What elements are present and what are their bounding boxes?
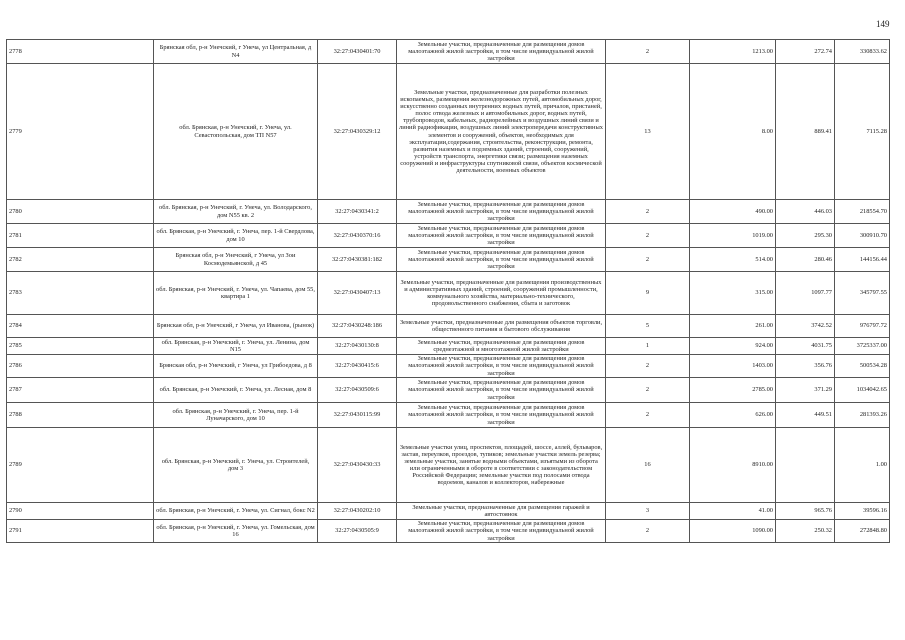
cadastral-number-cell: 32:27:0430407:13 (318, 272, 397, 315)
use-group-cell: 2 (606, 200, 690, 224)
cadastral-value-cell: 3725337.00 (835, 338, 890, 355)
cadastral-number-cell: 32:27:0430202:10 (318, 503, 397, 520)
land-use-cell: Земельные участки, предназначенные для размещения домов малоэтажной жилой застройки, в том числе индивидуальной жилой застройки (397, 403, 606, 428)
cadastral-number-cell: 32:27:0430248:186 (318, 315, 397, 338)
address-cell: Брянская обл, р-н Унечский, г Унеча, ул Зои Космодемьянской, д 45 (154, 248, 318, 272)
row-number-cell: 2783 (7, 272, 154, 315)
specific-value-cell: 295.30 (776, 224, 835, 248)
specific-value-cell: 3742.52 (776, 315, 835, 338)
cadastral-value-cell: 300910.70 (835, 224, 890, 248)
address-cell: обл. Брянская, р-н Унечский, г. Унеча, ул. Чапаева, дом 55, квартира 1 (154, 272, 318, 315)
land-use-cell: Земельные участки, предназначенные для размещения домов малоэтажной жилой застройки, в том числе индивидуальной жилой застройки (397, 248, 606, 272)
specific-value-cell: 356.76 (776, 355, 835, 378)
area-cell: 2785.00 (690, 378, 776, 403)
row-number-cell: 2786 (7, 355, 154, 378)
cadastral-value-cell: 7115.28 (835, 64, 890, 200)
cadastral-value-cell: 330833.62 (835, 40, 890, 64)
area-cell: 261.00 (690, 315, 776, 338)
area-cell: 490.00 (690, 200, 776, 224)
address-cell: обл. Брянская, р-н Унечский, г. Унеча, ул. Севастопольская, дом ТП N57 (154, 64, 318, 200)
table-row (7, 40, 890, 64)
row-number-cell: 2781 (7, 224, 154, 248)
cadastral-number-cell: 32:27:0430341:2 (318, 200, 397, 224)
land-use-cell: Земельные участки, предназначенные для размещения объектов торговли, общественного питания и бытового обслуживания (397, 315, 606, 338)
specific-value-cell: 4031.75 (776, 338, 835, 355)
cadastral-value-cell: 281393.26 (835, 403, 890, 428)
row-number-cell: 2790 (7, 503, 154, 520)
table-row (7, 248, 890, 272)
cadastral-number-cell: 32:27:0430370:16 (318, 224, 397, 248)
table-row (7, 315, 890, 338)
specific-value-cell: 446.03 (776, 200, 835, 224)
land-use-cell: Земельные участки, предназначенные для размещения домов среднеэтажной и многоэтажной жилой застройки (397, 338, 606, 355)
land-use-cell: Земельные участки, предназначенные для размещения домов малоэтажной жилой застройки, в том числе индивидуальной жилой застройки (397, 520, 606, 543)
area-cell: 315.00 (690, 272, 776, 315)
table-row (7, 200, 890, 224)
address-cell: обл. Брянская, р-н Унечский, г. Унеча, ул. Гомельская, дом 16 (154, 520, 318, 543)
row-number-cell: 2788 (7, 403, 154, 428)
land-use-cell: Земельные участки, предназначенные для размещения домов малоэтажной жилой застройки, в том числе индивидуальной жилой застройки (397, 224, 606, 248)
cadastral-value-cell: 144156.44 (835, 248, 890, 272)
cadastral-value-cell: 218554.70 (835, 200, 890, 224)
cadastral-value-cell: 1034042.65 (835, 378, 890, 403)
address-cell: обл. Брянская, р-н Унечский, г. Унеча, ул. Ленина, дом N15 (154, 338, 318, 355)
area-cell: 514.00 (690, 248, 776, 272)
land-use-cell: Земельные участки, предназначенные для размещения домов малоэтажной жилой застройки, в том числе индивидуальной жилой застройки (397, 200, 606, 224)
area-cell: 8.00 (690, 64, 776, 200)
land-use-cell: Земельные участки, предназначенные для размещения гаражей и автостоянок (397, 503, 606, 520)
use-group-cell: 2 (606, 248, 690, 272)
cadastral-number-cell: 32:27:0430401:70 (318, 40, 397, 64)
use-group-cell: 5 (606, 315, 690, 338)
land-use-cell: Земельные участки, предназначенные для размещения домов малоэтажной жилой застройки, в том числе индивидуальной жилой застройки (397, 40, 606, 64)
address-cell: Брянская обл, р-н Унечский, г Унеча, ул Центральная, д N4 (154, 40, 318, 64)
table-row (7, 355, 890, 378)
table-row (7, 378, 890, 403)
use-group-cell: 2 (606, 403, 690, 428)
table-row (7, 520, 890, 543)
address-cell: обл. Брянская, р-н Унечский, г. Унеча, ул. Сигнал, бокс N2 (154, 503, 318, 520)
use-group-cell: 16 (606, 428, 690, 503)
land-use-cell: Земельные участки, предназначенные для разработки полезных ископаемых, размещения железнодорожных путей, автомобильных дорог, искусственно созданных внутренних водных путей, причалов, пристаней, полос отвода железных и автомобильных дорог, водных путей, трубопроводов, кабельных, радиорелейных и воздушных линий связи и линий радиофикации, воздушных линий электропередачи конструктивных элементов и сооружений, объектов, необходимых для эксплуатации,содержания, строительства, реконструкции, ремонта, развития наземных и подземных зданий, строений, сооружений, устройств транспорта, энергетики связи; размещения наземных сооружений и инфраструктуры спутниковой связи, объектов космической деятельности, военных объектов (397, 64, 606, 200)
address-cell: обл. Брянская, р-н Унечский, г. Унеча, ул. Лесная, дом 8 (154, 378, 318, 403)
cadastral-value-cell: 39596.16 (835, 503, 890, 520)
cadastral-number-cell: 32:27:0430381:182 (318, 248, 397, 272)
area-cell: 41.00 (690, 503, 776, 520)
land-use-cell: Земельные участки улиц, проспектов, площадей, шоссе, аллей, бульваров, застав, переулков, проездов, тупиков; земельные участки земель резерва; земельные участки, занятые водными объектами, изъятыми из оборота или ограниченными в обороте в соответствии с законодательством Российской Федерации; земельные участки под полосами отвода водоемов, каналов и коллекторов, набережные (397, 428, 606, 503)
address-cell: обл. Брянская, р-н Унечский, г. Унеча, пер. 1-й Свердлова, дом 10 (154, 224, 318, 248)
address-cell: Брянская обл, р-н Унечский, г Унеча, ул Иванова, (рынок) (154, 315, 318, 338)
row-number-cell: 2778 (7, 40, 154, 64)
area-cell: 1213.00 (690, 40, 776, 64)
table-row (7, 338, 890, 355)
use-group-cell: 2 (606, 40, 690, 64)
specific-value-cell: 1097.77 (776, 272, 835, 315)
specific-value-cell: 889.41 (776, 64, 835, 200)
use-group-cell: 2 (606, 224, 690, 248)
use-group-cell: 3 (606, 503, 690, 520)
specific-value-cell: 250.32 (776, 520, 835, 543)
table-row (7, 503, 890, 520)
cadastral-number-cell: 32:27:0430505:9 (318, 520, 397, 543)
row-number-cell: 2791 (7, 520, 154, 543)
address-cell: Брянская обл, р-н Унечский, г Унеча, ул Грибоедова, д 8 (154, 355, 318, 378)
cadastral-number-cell: 32:27:0430509:6 (318, 378, 397, 403)
row-number-cell: 2785 (7, 338, 154, 355)
page-number: 149 (876, 19, 890, 29)
row-number-cell: 2780 (7, 200, 154, 224)
address-cell: обл. Брянская, р-н Унечский, г. Унеча, ул. Строителей, дом 3 (154, 428, 318, 503)
table-row (7, 272, 890, 315)
area-cell: 626.00 (690, 403, 776, 428)
specific-value-cell: 965.76 (776, 503, 835, 520)
use-group-cell: 2 (606, 378, 690, 403)
table-row (7, 428, 890, 503)
address-cell: обл. Брянская, р-н Унечский, г. Унеча, пер. 1-й Луначарского, дом 10 (154, 403, 318, 428)
area-cell: 924.00 (690, 338, 776, 355)
cadastral-value-cell: 976797.72 (835, 315, 890, 338)
row-number-cell: 2789 (7, 428, 154, 503)
area-cell: 1403.00 (690, 355, 776, 378)
cadastral-number-cell: 32:27:0430130:8 (318, 338, 397, 355)
cadastral-number-cell: 32:27:0430115:99 (318, 403, 397, 428)
table-row (7, 224, 890, 248)
row-number-cell: 2782 (7, 248, 154, 272)
cadastral-value-table (6, 39, 890, 543)
table-row (7, 403, 890, 428)
area-cell: 1090.00 (690, 520, 776, 543)
area-cell: 8910.00 (690, 428, 776, 503)
row-number-cell: 2787 (7, 378, 154, 403)
land-use-cell: Земельные участки, предназначенные для размещения производственных и административных зданий, строений, сооружений промышленности, коммунального хозяйства, материально-технического, продовольственного снабжения, сбыта и заготовок (397, 272, 606, 315)
cadastral-number-cell: 32:27:0430415:6 (318, 355, 397, 378)
cadastral-value-cell: 272848.80 (835, 520, 890, 543)
specific-value-cell (776, 428, 835, 503)
use-group-cell: 13 (606, 64, 690, 200)
use-group-cell: 9 (606, 272, 690, 315)
row-number-cell: 2779 (7, 64, 154, 200)
cadastral-number-cell: 32:27:0430329:12 (318, 64, 397, 200)
use-group-cell: 2 (606, 355, 690, 378)
specific-value-cell: 449.51 (776, 403, 835, 428)
cadastral-value-cell: 500534.28 (835, 355, 890, 378)
table-row (7, 64, 890, 200)
land-use-cell: Земельные участки, предназначенные для размещения домов малоэтажной жилой застройки, в том числе индивидуальной жилой застройки (397, 378, 606, 403)
cadastral-value-cell: 1.00 (835, 428, 890, 503)
land-use-cell: Земельные участки, предназначенные для размещения домов малоэтажной жилой застройки, в том числе индивидуальной жилой застройки (397, 355, 606, 378)
address-cell: обл. Брянская, р-н Унечский, г. Унеча, ул. Володарского, дом N55 кв. 2 (154, 200, 318, 224)
specific-value-cell: 272.74 (776, 40, 835, 64)
cadastral-value-cell: 345797.55 (835, 272, 890, 315)
cadastral-number-cell: 32:27:0430430:33 (318, 428, 397, 503)
area-cell: 1019.00 (690, 224, 776, 248)
use-group-cell: 1 (606, 338, 690, 355)
row-number-cell: 2784 (7, 315, 154, 338)
specific-value-cell: 371.29 (776, 378, 835, 403)
use-group-cell: 2 (606, 520, 690, 543)
specific-value-cell: 280.46 (776, 248, 835, 272)
